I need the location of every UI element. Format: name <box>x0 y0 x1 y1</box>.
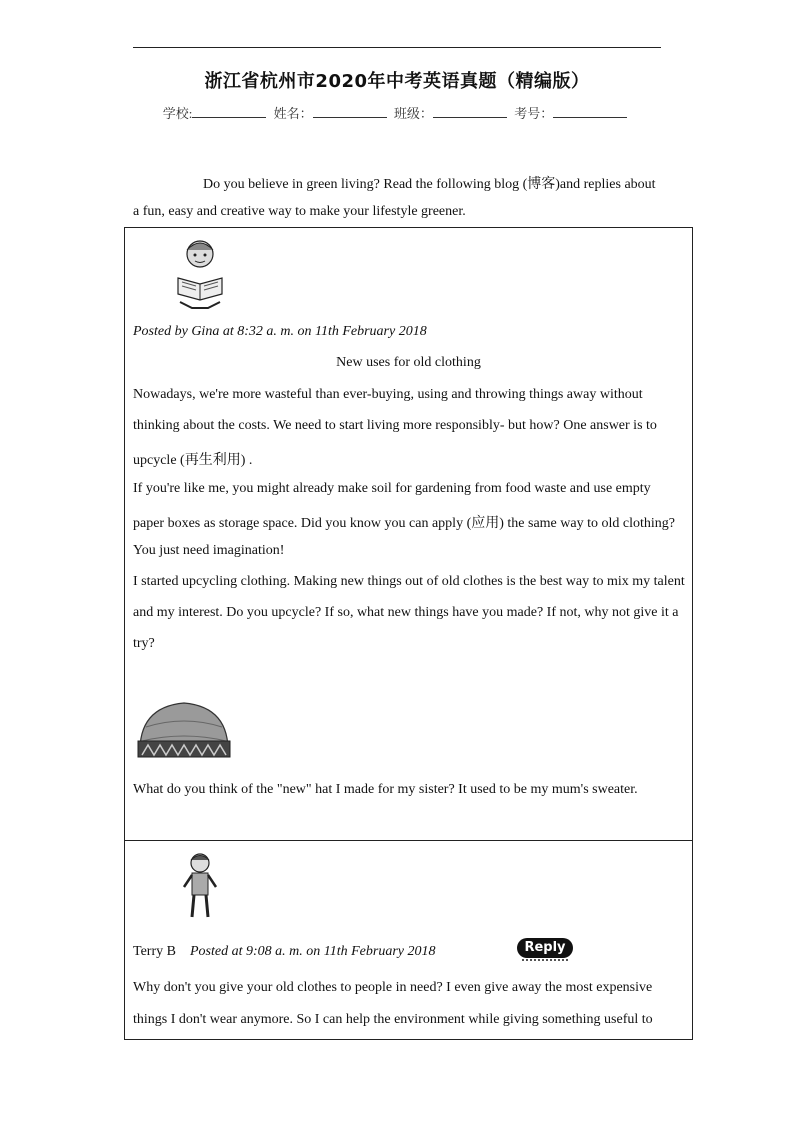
post1-caption: What do you think of the "new" hat I made for my sister? It used to be my mum's sweater. <box>133 782 638 797</box>
post1-line-3: upcycle (再生利用) . <box>133 453 253 468</box>
post2-line-2: things I don't wear anymore. So I can help the environment while giving something useful to <box>133 1012 653 1027</box>
post1-line-7: I started upcycling clothing. Making new things out of old clothes is the best way to mix my talent <box>133 574 685 589</box>
school-blank <box>192 105 266 118</box>
post1-line-2: thinking about the costs. We need to start living more responsibly- but how? One answer is to <box>133 418 657 433</box>
post2-line-1: Why don't you give your old clothes to people in need? I even give away the most expensive <box>133 980 653 995</box>
header-rule <box>133 47 661 48</box>
knitted-hat-illustration <box>134 697 234 761</box>
school-label: 学校: <box>162 106 193 121</box>
reading-kid-illustration <box>170 236 230 310</box>
post1-line-5: paper boxes as storage space. Did you know you can apply (应用) the same way to old clothing? <box>133 516 675 531</box>
class-blank <box>433 105 507 118</box>
name-blank <box>313 105 387 118</box>
reply-underline <box>522 959 568 963</box>
post1-heading: New uses for old clothing <box>336 355 481 370</box>
post2-byline: Posted at 9:08 a. m. on 11th February 2018 <box>190 944 436 959</box>
page-title: 浙江省杭州市2020年中考英语真题（精编版） <box>204 71 590 92</box>
post1-line-1: Nowadays, we're more wasteful than ever-buying, using and throwing things away without <box>133 387 643 402</box>
exam-number-blank <box>553 105 627 118</box>
boy-illustration <box>180 851 220 921</box>
exam-number-label: 考号： <box>514 106 554 121</box>
intro-line-1: Do you believe in green living? Read the following blog (博客)and replies about <box>203 177 656 192</box>
post1-line-9: try? <box>133 636 155 651</box>
intro-line-2: a fun, easy and creative way to make your lifestyle greener. <box>133 204 466 219</box>
student-info-fields <box>0 103 794 122</box>
class-label: 班级： <box>393 106 433 121</box>
name-label: 姓名： <box>273 106 313 121</box>
post1-byline: Posted by Gina at 8:32 a. m. on 11th February 2018 <box>133 324 427 339</box>
post2-author: Terry B <box>133 944 176 959</box>
post1-line-6: You just need imagination! <box>133 543 285 558</box>
post1-line-4: If you're like me, you might already make soil for gardening from food waste and use empty <box>133 481 651 496</box>
post1-line-8: and my interest. Do you upcycle? If so, what new things have you made? If not, why not give it a <box>133 605 679 620</box>
reply-button[interactable]: Reply <box>517 938 573 958</box>
